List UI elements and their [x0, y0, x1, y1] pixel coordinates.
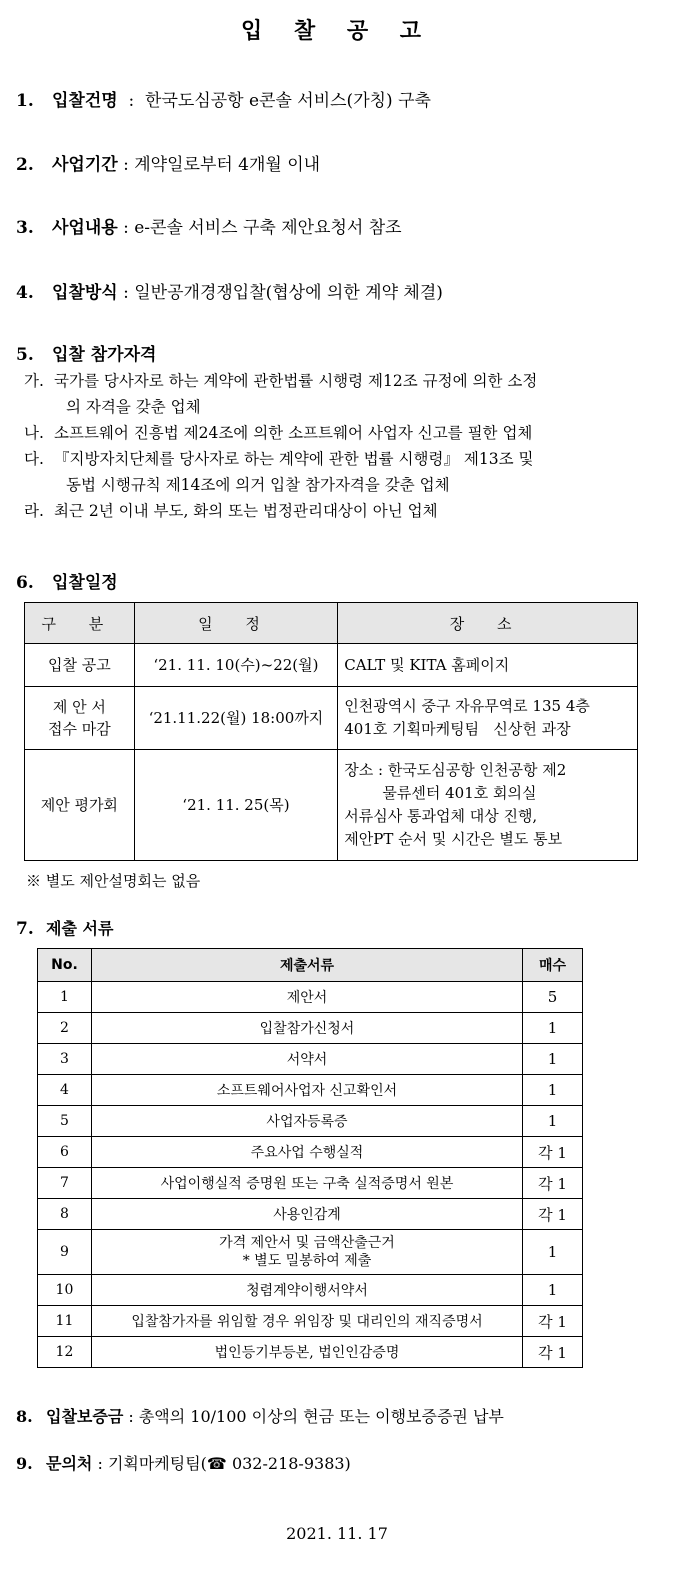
section-value: 한국도심공항 e콘솔 서비스(가칭) 구축 [145, 91, 431, 111]
schedule-table [24, 602, 638, 861]
section-label: 입찰건명 [52, 91, 118, 111]
document-count: 1 [523, 1044, 583, 1075]
section-number: 3. [16, 218, 34, 238]
schedule-place-line: 물류센터 401호 회의실 [344, 784, 537, 802]
document-no: 1 [38, 982, 92, 1013]
schedule-place-line: 인천광역시 중구 자유무역로 135 4층 [344, 697, 590, 715]
section-number: 6. [16, 573, 34, 593]
section-label: 입찰보증금 [46, 1407, 124, 1426]
schedule-row [25, 750, 638, 861]
document-count: 1 [523, 1230, 583, 1275]
section-method [16, 278, 443, 303]
documents-table [37, 948, 583, 1368]
schedule-category: 제 안 서 접수 마감 [25, 687, 135, 750]
schedule-date: ‘21. 11. 25(목) [134, 750, 338, 861]
schedule-row [25, 687, 638, 750]
document-count: 각 1 [523, 1337, 583, 1368]
document-no: 7 [38, 1168, 92, 1199]
section-label: 제출 서류 [46, 919, 114, 938]
page-title: 입 찰 공 고 [241, 18, 433, 44]
documents-row [38, 1337, 583, 1368]
section-bid-name [16, 86, 431, 111]
section-value: 계약일로부터 4개월 이내 [134, 155, 321, 175]
schedule-category: 제안 평가회 [25, 750, 135, 861]
section-number: 9. [16, 1454, 33, 1473]
document-name: 소프트웨어사업자 신고확인서 [91, 1075, 522, 1106]
section-value: e-콘솔 서비스 구축 제안요청서 참조 [134, 218, 402, 238]
documents-header-name: 제출서류 [91, 949, 522, 982]
document-name: 서약서 [91, 1044, 522, 1075]
document-no: 12 [38, 1337, 92, 1368]
document-name: 사업자등록증 [91, 1106, 522, 1137]
documents-row [38, 1306, 583, 1337]
section-label: 사업기간 [52, 155, 118, 175]
qualification-marker: 가. [24, 372, 44, 390]
document-name: 입찰참가자를 위임할 경우 위임장 및 대리인의 재직증명서 [91, 1306, 522, 1337]
qualification-text: 최근 2년 이내 부도, 화의 또는 법정관리대상이 아닌 업체 [54, 502, 438, 520]
qualification-text: 국가를 당사자로 하는 계약에 관한법률 시행령 제12조 규정에 의한 소정 [54, 372, 538, 390]
schedule-place-line: 401호 기획마케팅팀 신상헌 과장 [344, 720, 571, 738]
section-separator: : [117, 218, 135, 238]
qualification-marker: 나. [24, 424, 44, 442]
document-name: 가격 제안서 및 금액산출근거 * 별도 밀봉하여 제출 [91, 1230, 522, 1275]
schedule-place-line: 제안PT 순서 및 시간은 별도 통보 [344, 830, 563, 848]
document-name: 청렴계약이행서약서 [91, 1275, 522, 1306]
telephone-icon: ☎ [206, 1454, 227, 1473]
document-name: 제안서 [91, 982, 522, 1013]
documents-row [38, 1168, 583, 1199]
documents-row [38, 1044, 583, 1075]
section-separator: : [117, 91, 146, 111]
document-name: 입찰참가신청서 [91, 1013, 522, 1044]
documents-row [38, 1230, 583, 1275]
schedule-header-category: 구 분 [25, 603, 135, 644]
schedule-note: ※ 별도 제안설명회는 없음 [26, 872, 201, 890]
documents-header-count: 매수 [523, 949, 583, 982]
schedule-category: 입찰 공고 [25, 644, 135, 687]
contact-team: 기획마케팅팀( [107, 1454, 207, 1473]
document-no: 5 [38, 1106, 92, 1137]
document-name: 사업이행실적 증명원 또는 구축 실적증명서 원본 [91, 1168, 522, 1199]
qualification-item [24, 368, 644, 420]
schedule-place [338, 644, 638, 687]
document-count: 1 [523, 1075, 583, 1106]
section-number: 8. [16, 1407, 33, 1426]
document-count: 각 1 [523, 1168, 583, 1199]
document-count: 1 [523, 1013, 583, 1044]
section-label: 사업내용 [52, 218, 118, 238]
notice-date: 2021. 11. 17 [286, 1524, 388, 1543]
documents-row [38, 982, 583, 1013]
section-label: 입찰일정 [52, 573, 118, 593]
schedule-place [338, 750, 638, 861]
qualification-item [24, 420, 644, 446]
section-number: 7. [16, 919, 34, 939]
section-number: 5. [16, 345, 34, 365]
qualification-text-cont: 의 자격을 갖춘 업체 [66, 398, 201, 416]
schedule-header-place: 장 소 [338, 603, 638, 644]
section-period [16, 150, 320, 175]
schedule-header-row [25, 603, 638, 644]
document-name: 법인등기부등본, 법인인감증명 [91, 1337, 522, 1368]
section-value: 일반공개경쟁입찰(협상에 의한 계약 체결) [134, 283, 443, 303]
section-number: 1. [16, 91, 34, 111]
documents-row [38, 1075, 583, 1106]
section-number: 2. [16, 155, 34, 175]
document-count: 1 [523, 1275, 583, 1306]
document-no: 11 [38, 1306, 92, 1337]
schedule-date: ‘21. 11. 10(수)~22(월) [134, 644, 338, 687]
schedule-place-line: 장소 : 한국도심공항 인천공항 제2 [344, 761, 567, 779]
documents-header-no: No. [38, 949, 92, 982]
schedule-place-line: 서류심사 통과업체 대상 진행, [344, 807, 538, 825]
section-number: 4. [16, 283, 34, 303]
section-documents-heading [16, 916, 113, 939]
document-count: 각 1 [523, 1199, 583, 1230]
section-content [16, 213, 402, 238]
section-label: 입찰방식 [52, 283, 118, 303]
document-count: 5 [523, 982, 583, 1013]
documents-row [38, 1275, 583, 1306]
schedule-place-line: CALT 및 KITA 홈페이지 [344, 655, 510, 674]
qualification-marker: 다. [24, 450, 44, 468]
document-no: 4 [38, 1075, 92, 1106]
section-value: 총액의 10/100 이상의 현금 또는 이행보증증권 납부 [138, 1407, 504, 1426]
contact-phone: 032-218-9383) [226, 1454, 351, 1473]
document-no: 3 [38, 1044, 92, 1075]
section-separator: : [92, 1454, 108, 1473]
section-schedule-heading [16, 568, 118, 593]
document-no: 2 [38, 1013, 92, 1044]
document-name: 사용인감계 [91, 1199, 522, 1230]
qualification-marker: 라. [24, 502, 44, 520]
section-label: 문의처 [46, 1454, 93, 1473]
section-bid-bond [16, 1404, 504, 1427]
section-contact [16, 1451, 351, 1474]
qualification-text-cont: 동법 시행규칙 제14조에 의거 입찰 참가자격을 갖춘 업체 [66, 476, 450, 494]
documents-header-row [38, 949, 583, 982]
documents-row [38, 1137, 583, 1168]
document-count: 각 1 [523, 1137, 583, 1168]
schedule-date: ‘21.11.22(월) 18:00까지 [134, 687, 338, 750]
section-separator: : [123, 1407, 139, 1426]
schedule-row [25, 644, 638, 687]
qualification-item [24, 446, 644, 498]
section-label: 입찰 참가자격 [52, 345, 157, 365]
section-separator: : [117, 155, 135, 175]
document-count: 1 [523, 1106, 583, 1137]
document-name: 주요사업 수행실적 [91, 1137, 522, 1168]
documents-row [38, 1199, 583, 1230]
section-qualification-heading [16, 340, 156, 365]
qualification-text: 소프트웨어 진흥법 제24조에 의한 소프트웨어 사업자 신고를 필한 업체 [54, 424, 533, 442]
documents-row [38, 1013, 583, 1044]
section-separator: : [117, 283, 135, 303]
document-no: 10 [38, 1275, 92, 1306]
qualification-list [24, 368, 644, 524]
schedule-place [338, 687, 638, 750]
document-no: 9 [38, 1230, 92, 1275]
documents-row [38, 1106, 583, 1137]
document-no: 8 [38, 1199, 92, 1230]
qualification-item [24, 498, 644, 524]
schedule-header-date: 일 정 [134, 603, 338, 644]
document-no: 6 [38, 1137, 92, 1168]
qualification-text: 『지방자치단체를 당사자로 하는 계약에 관한 법률 시행령』 제13조 및 [54, 450, 534, 468]
document-count: 각 1 [523, 1306, 583, 1337]
